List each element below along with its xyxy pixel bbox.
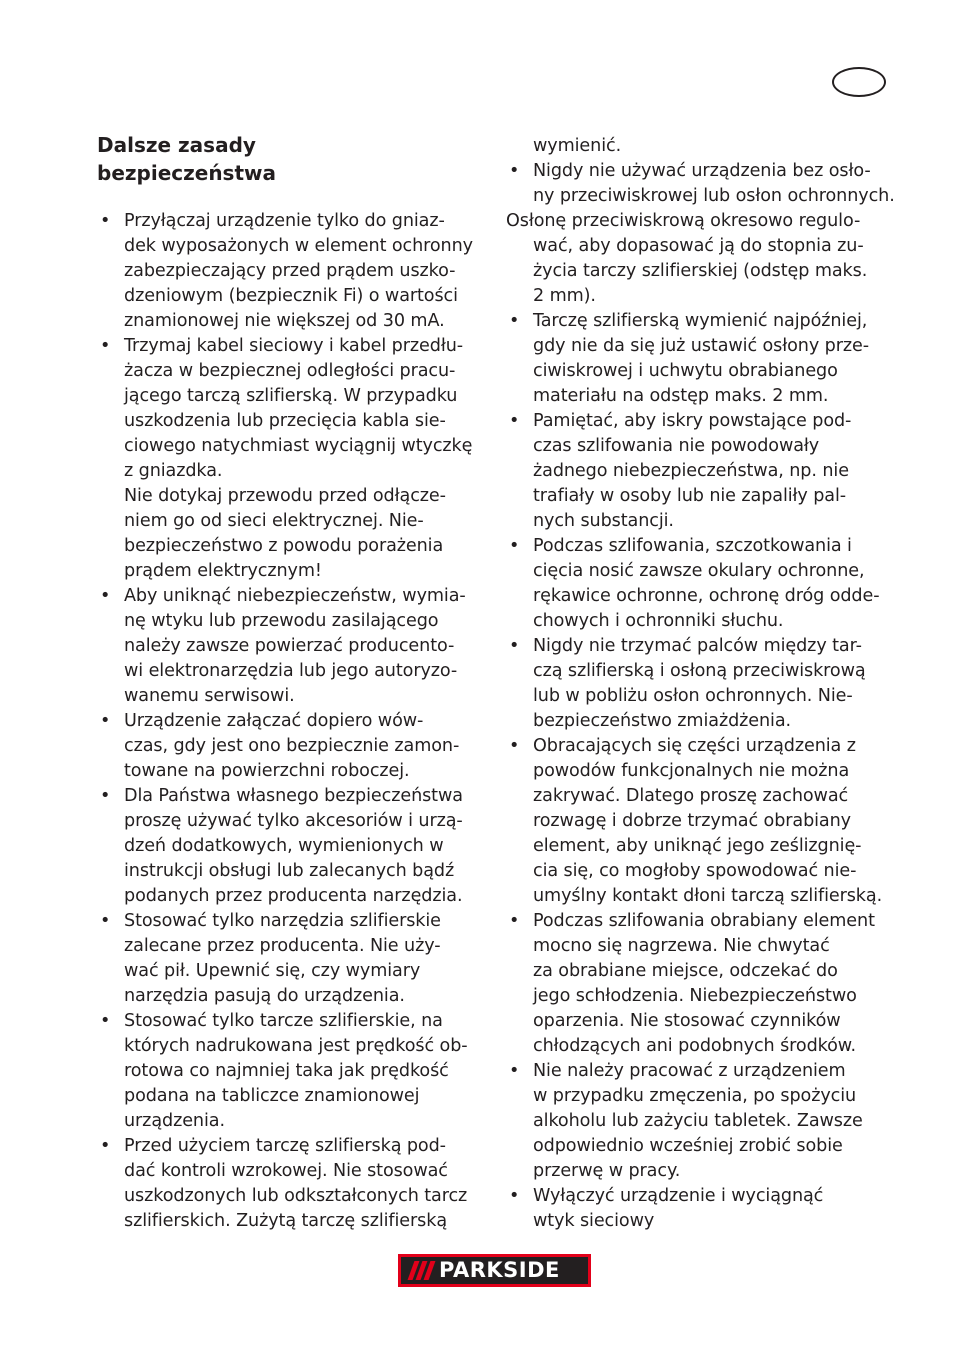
line-text: Urządzenie załączać dopiero wów- <box>124 711 424 731</box>
text-line <box>97 559 489 584</box>
line-text: wi elektronarzędzia lub jego autoryzo- <box>124 661 458 681</box>
line-text: rozwagę i dobrze trzymać obrabiany <box>533 811 851 831</box>
text-line <box>506 334 896 359</box>
line-text: jącego tarczą szlifierską. W przypadku <box>124 386 458 406</box>
text-line <box>97 1209 489 1234</box>
line-text: 2 mm). <box>533 286 596 306</box>
text-line <box>506 359 896 384</box>
bullet-item-line <box>506 734 896 759</box>
line-text: Przyłączaj urządzenie tylko do gniaz- <box>124 211 445 231</box>
line-text: szlifierskich. Zużytą tarczę szlifierską <box>124 1211 447 1231</box>
line-text: gdy nie da się już ustawić osłony prze- <box>533 336 869 356</box>
text-line <box>506 1009 896 1034</box>
bullet-item-line <box>506 409 896 434</box>
text-line <box>97 1109 489 1134</box>
text-line <box>506 884 896 909</box>
section-heading <box>97 131 457 187</box>
text-line <box>97 634 489 659</box>
text-line <box>506 859 896 884</box>
line-text: podanych przez producenta narzędzia. <box>124 886 463 906</box>
line-text: wać, aby dopasować ją do stopnia zu- <box>533 236 864 256</box>
text-line <box>506 584 896 609</box>
language-badge <box>832 67 886 97</box>
bullet-item-line <box>97 709 489 734</box>
logo-stripes-icon <box>401 1257 439 1284</box>
bullet-item-line <box>97 1009 489 1034</box>
text-line <box>97 809 489 834</box>
text-line <box>506 1084 896 1109</box>
text-line <box>506 1159 896 1184</box>
text-line <box>506 434 896 459</box>
line-text: umyślny kontakt dłoni tarczą szlifierską. <box>533 886 883 906</box>
text-line <box>506 509 896 534</box>
parkside-logo <box>398 1254 591 1287</box>
line-text: chłodzących ani podobnych środków. <box>533 1036 856 1056</box>
section-heading-line-1: Dalsze zasady <box>97 133 256 157</box>
section-heading-line-2: bezpieczeństwa <box>97 161 276 185</box>
line-text: dzeń dodatkowych, wymienionych w <box>124 836 444 856</box>
bullet-item-line <box>506 159 896 184</box>
text-line <box>506 259 896 284</box>
line-text: dać kontroli wzrokowej. Nie stosować <box>124 1161 448 1181</box>
bullet-item-line <box>506 1184 896 1209</box>
text-line <box>97 359 489 384</box>
text-line <box>506 1134 896 1159</box>
line-text: Przed użyciem tarczę szlifierską pod- <box>124 1136 446 1156</box>
text-line <box>97 859 489 884</box>
line-text: urządzenia. <box>124 1111 225 1131</box>
text-line <box>506 184 896 209</box>
line-text: bezpieczeństwo zmiażdżenia. <box>533 711 792 731</box>
line-text: chowych i ochronniki słuchu. <box>533 611 784 631</box>
text-line <box>506 484 896 509</box>
line-text: wtyk sieciowy <box>533 1211 655 1231</box>
bullet-item-line <box>506 309 896 334</box>
line-text: materiału na odstęp maks. 2 mm. <box>533 386 829 406</box>
text-line <box>506 1034 896 1059</box>
text-line <box>97 759 489 784</box>
text-line <box>506 834 896 859</box>
text-line <box>97 884 489 909</box>
line-text: Stosować tylko narzędzia szlifierskie <box>124 911 441 931</box>
line-text: wanemu serwisowi. <box>124 686 295 706</box>
text-line <box>97 1184 489 1209</box>
line-text: trafiały w osoby lub nie zapaliły pal- <box>533 486 847 506</box>
text-line <box>97 234 489 259</box>
text-line <box>506 984 896 1009</box>
text-line <box>506 209 896 234</box>
bullet-item-line <box>506 634 896 659</box>
text-line <box>97 734 489 759</box>
bullet-item-line <box>97 1134 489 1159</box>
line-text: dzeniowym (bezpiecznik Fi) o wartości <box>124 286 458 306</box>
line-text: z gniazdka. <box>124 461 223 481</box>
text-line <box>506 809 896 834</box>
line-text: cięcia nosić zawsze okulary ochronne, <box>533 561 865 581</box>
text-line <box>97 934 489 959</box>
line-text: czas, gdy jest ono bezpiecznie zamon- <box>124 736 460 756</box>
text-line <box>97 309 489 334</box>
text-line <box>97 609 489 634</box>
line-text: bezpieczeństwo z powodu porażenia <box>124 536 444 556</box>
logo-plate <box>401 1257 588 1284</box>
line-text: żadnego niebezpieczeństwa, np. nie <box>533 461 849 481</box>
line-text: zakrywać. Dlatego proszę zachować <box>533 786 849 806</box>
bullet-item-line <box>97 784 489 809</box>
line-text: Aby uniknąć niebezpieczeństw, wymia- <box>124 586 466 606</box>
line-text: czą szlifierską i osłoną przeciwiskrową <box>533 661 866 681</box>
text-line <box>506 559 896 584</box>
line-text: rękawice ochronne, ochronę dróg odde- <box>533 586 880 606</box>
text-line <box>506 784 896 809</box>
text-line <box>97 1084 489 1109</box>
line-text: Pamiętać, aby iskry powstające pod- <box>533 411 852 431</box>
line-text: Nie należy pracować z urządzeniem <box>533 1061 846 1081</box>
text-line <box>97 959 489 984</box>
text-line <box>97 984 489 1009</box>
text-line <box>506 659 896 684</box>
line-text: Trzymaj kabel sieciowy i kabel przedłu- <box>124 336 464 356</box>
text-line <box>97 509 489 534</box>
line-text: ciowego natychmiast wyciągnij wtyczkę <box>124 436 473 456</box>
line-text: uszkodzonych lub odkształconych tarcz <box>124 1186 468 1206</box>
line-text: Tarczę szlifierską wymienić najpóźniej, <box>533 311 868 331</box>
line-text: których nadrukowana jest prędkość ob- <box>124 1036 468 1056</box>
line-text: Podczas szlifowania, szczotkowania i <box>533 536 852 556</box>
line-text: mocno się nagrzewa. Nie chwytać <box>533 936 830 956</box>
line-text: przerwę w pracy. <box>533 1161 681 1181</box>
text-line <box>506 284 896 309</box>
brand-name: PARKSIDE <box>439 1258 560 1282</box>
line-text: zabezpieczający przed prądem uszko- <box>124 261 456 281</box>
text-line <box>506 1209 896 1234</box>
text-line <box>97 684 489 709</box>
line-text: odpowiednio wcześniej zrobić sobie <box>533 1136 843 1156</box>
line-text: za obrabiane miejsce, odczekać do <box>533 961 838 981</box>
line-text: zalecane przez producenta. Nie uży- <box>124 936 441 956</box>
text-line <box>506 134 896 159</box>
line-text: narzędzia pasują do urządzenia. <box>124 986 405 1006</box>
text-line <box>506 934 896 959</box>
right-column <box>506 134 896 1234</box>
text-line <box>97 409 489 434</box>
line-text: niem go od sieci elektrycznej. Nie- <box>124 511 424 531</box>
line-text: w przypadku zmęczenia, po spożyciu <box>533 1086 857 1106</box>
line-text: cia się, co mogłoby spowodować nie- <box>533 861 857 881</box>
text-line <box>97 834 489 859</box>
line-text: Obracających się części urządzenia z <box>533 736 856 756</box>
line-text: należy zawsze powierzać producento- <box>124 636 455 656</box>
line-text: Nie dotykaj przewodu przed odłącze- <box>124 486 446 506</box>
line-text: jego schłodzenia. Niebezpieczeństwo <box>533 986 857 1006</box>
line-text: dek wyposażonych w element ochronny <box>124 236 473 256</box>
line-text: powodów funkcjonalnych nie można <box>533 761 850 781</box>
line-text: Osłonę przeciwiskrową okresowo regulo- <box>506 211 861 231</box>
text-line <box>97 534 489 559</box>
bullet-item-line <box>97 584 489 609</box>
text-line <box>97 484 489 509</box>
text-line <box>97 259 489 284</box>
text-line <box>506 759 896 784</box>
text-line <box>506 384 896 409</box>
text-line <box>97 384 489 409</box>
line-text: wać pił. Upewnić się, czy wymiary <box>124 961 421 981</box>
line-text: Nigdy nie trzymać palców między tar- <box>533 636 862 656</box>
line-text: Dla Państwa własnego bezpieczeństwa <box>124 786 463 806</box>
text-line <box>97 1159 489 1184</box>
line-text: lub w pobliżu osłon ochronnych. Nie- <box>533 686 853 706</box>
line-text: Nigdy nie używać urządzenia bez osło- <box>533 161 871 181</box>
text-line <box>506 1109 896 1134</box>
line-text: uszkodzenia lub przecięcia kabla sie- <box>124 411 446 431</box>
line-text: nę wtyku lub przewodu zasilającego <box>124 611 439 631</box>
line-text: życia tarczy szlifierskiej (odstęp maks. <box>533 261 868 281</box>
bullet-item-line <box>97 209 489 234</box>
line-text: Wyłączyć urządzenie i wyciągnąć <box>533 1186 824 1206</box>
text-line <box>97 1059 489 1084</box>
text-line <box>506 959 896 984</box>
line-text: znamionowej nie większej od 30 mA. <box>124 311 445 331</box>
line-text: element, aby uniknąć jego ześlizgnię- <box>533 836 862 856</box>
line-text: wymienić. <box>533 136 622 156</box>
line-text: ciwiskrowej i uchwytu obrabianego <box>533 361 838 381</box>
text-line <box>506 709 896 734</box>
line-text: instrukcji obsługi lub zalecanych bądź <box>124 861 455 881</box>
line-text: towane na powierzchni roboczej. <box>124 761 410 781</box>
text-line <box>97 459 489 484</box>
text-line <box>97 659 489 684</box>
bullet-item-line <box>97 334 489 359</box>
line-text: nych substancji. <box>533 511 674 531</box>
line-text: oparzenia. Nie stosować czynników <box>533 1011 841 1031</box>
text-line <box>506 459 896 484</box>
line-text: proszę używać tylko akcesoriów i urzą- <box>124 811 463 831</box>
line-text: prądem elektrycznym! <box>124 561 322 581</box>
line-text: Stosować tylko tarcze szlifierskie, na <box>124 1011 443 1031</box>
line-text: Podczas szlifowania obrabiany element <box>533 911 875 931</box>
text-line <box>506 609 896 634</box>
bullet-item-line <box>506 909 896 934</box>
line-text: podana na tabliczce znamionowej <box>124 1086 420 1106</box>
bullet-item-line <box>97 909 489 934</box>
text-line <box>506 234 896 259</box>
line-text: czas szlifowania nie powodowały <box>533 436 820 456</box>
bullet-item-line <box>506 534 896 559</box>
line-text: rotowa co najmniej taka jak prędkość <box>124 1061 449 1081</box>
line-text: alkoholu lub zażyciu tabletek. Zawsze <box>533 1111 863 1131</box>
text-line <box>506 684 896 709</box>
text-line <box>97 434 489 459</box>
left-column <box>97 209 489 1234</box>
text-line <box>97 284 489 309</box>
line-text: żacza w bezpiecznej odległości pracu- <box>124 361 456 381</box>
line-text: ny przeciwiskrowej lub osłon ochronnych. <box>533 186 895 206</box>
text-line <box>97 1034 489 1059</box>
bullet-item-line <box>506 1059 896 1084</box>
